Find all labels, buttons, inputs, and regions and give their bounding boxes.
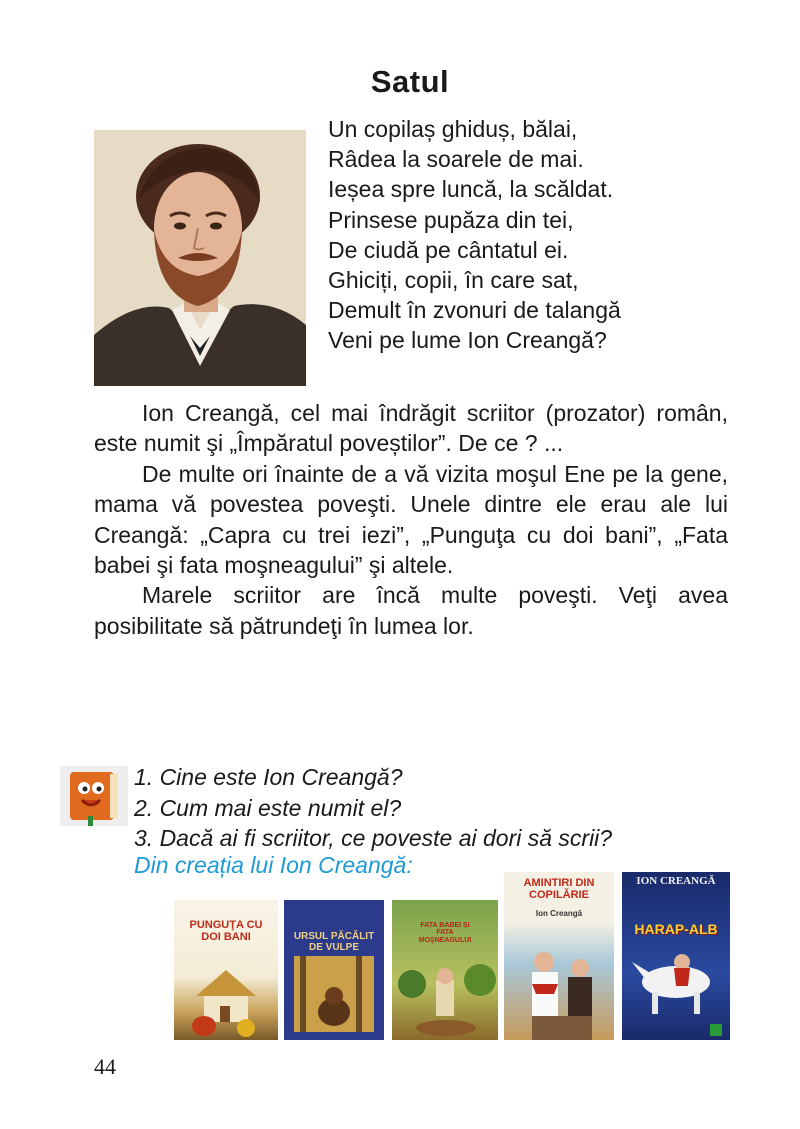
book-cover	[504, 872, 614, 1040]
book-author: ION CREANGĂ	[636, 875, 716, 887]
book-author: Ion Creangă	[535, 909, 583, 918]
poem-line: Râdea la soarele de mai.	[328, 146, 584, 173]
book-mascot-icon	[58, 764, 130, 828]
poem-line: Prinsese pupăza din tei,	[328, 206, 574, 233]
prose-text	[94, 398, 728, 641]
paragraph: Marele scriitor are încă multe poveşti. Veţi avea posibilitate să pătrundeţi în lumea lor.	[94, 582, 728, 639]
book-title: FATA BABEI ŞI FATA MOŞNEAGULUI	[418, 922, 472, 944]
question-item: 2. Cum mai este numit el?	[134, 794, 402, 821]
poem	[328, 114, 621, 356]
poem-line: Veni pe lume Ion Creangă?	[328, 327, 607, 354]
paragraph: Ion Creangă, cel mai îndrăgit scriitor (prozator) român, este numit şi „Împăratul poveștilor”. De ce ? ...	[94, 400, 728, 457]
book-title: AMINTIRI DIN COPILĂRIE	[523, 877, 595, 901]
book-cover	[622, 872, 730, 1040]
paragraph: De multe ori înainte de a vă vizita moşul Ene pe la gene, mama vă povestea poveşti. Unele dintre ele erau ale lui Creangă: „Capra cu trei iezi”, „Punguţa cu doi bani”, „Fata babei şi fata moşneagului” şi altele.	[94, 460, 728, 579]
poem-line: Ghiciți, copii, în care sat,	[328, 267, 579, 294]
writer-portrait	[94, 130, 306, 386]
poem-line: Un copilaș ghiduș, bălai,	[328, 116, 578, 142]
poem-line: Ieșea spre luncă, la scăldat.	[328, 176, 614, 203]
book-cover	[392, 900, 498, 1040]
works-label: Din creația lui Ion Creangă:	[134, 852, 413, 878]
book-cover	[174, 900, 278, 1040]
poem-line: Demult în zvonuri de talangă	[328, 297, 621, 324]
question-item: 3. Dacă ai fi scriitor, ce poveste ai dori să scrii?	[134, 825, 613, 851]
book-title: HARAP-ALB	[634, 921, 718, 937]
page-title: Satul	[370, 64, 450, 99]
page-number: 44	[94, 1054, 116, 1079]
poem-line: De ciudă pe cântatul ei.	[328, 236, 569, 263]
book-title: URSUL PĂCĂLIT DE VULPE	[293, 931, 375, 953]
question-item: 1. Cine este Ion Creangă?	[134, 764, 403, 790]
book-cover	[284, 900, 384, 1040]
book-title: PUNGUŢA CU DOI BANI	[189, 919, 263, 943]
question-list	[134, 762, 612, 854]
